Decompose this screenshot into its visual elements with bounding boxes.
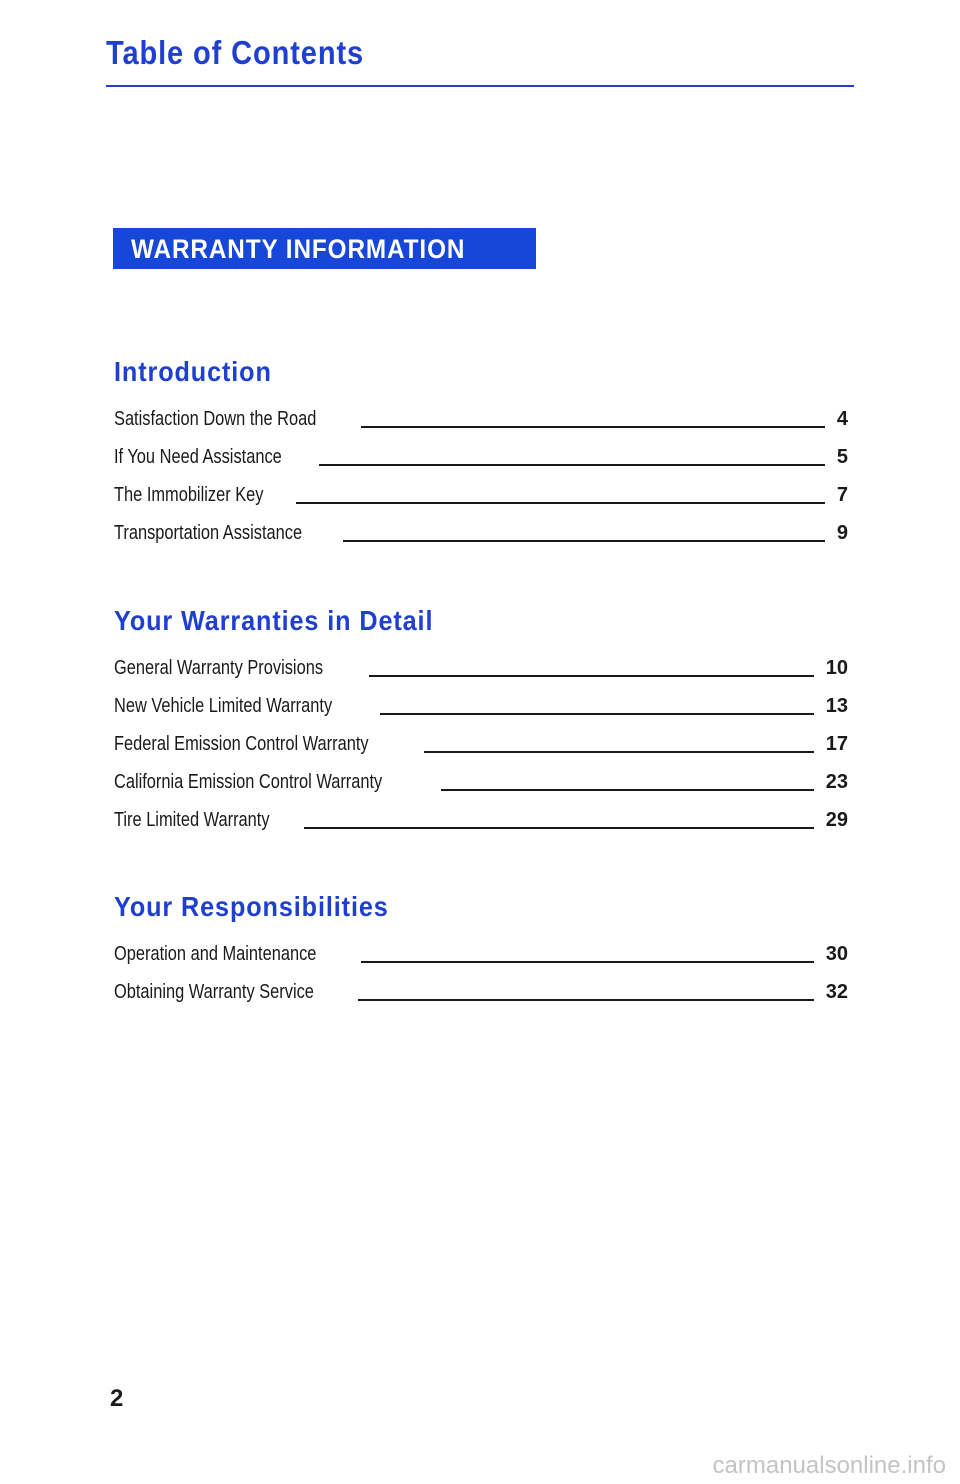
toc-entry-label: Tire Limited Warranty <box>114 809 270 831</box>
toc-entry-label: If You Need Assistance <box>114 446 282 468</box>
section-heading: Your Warranties in Detail <box>114 605 434 636</box>
toc-entry-label: Obtaining Warranty Service <box>114 981 314 1003</box>
toc-leader-line <box>343 540 825 542</box>
toc-entry-page: 29 <box>825 809 848 831</box>
toc-entry-page: 7 <box>836 484 848 506</box>
toc-leader-line <box>441 789 814 791</box>
toc-entry[interactable] <box>114 719 848 757</box>
banner-label: WARRANTY INFORMATION <box>131 234 466 264</box>
toc-entry[interactable] <box>114 470 848 508</box>
toc-entry-label: General Warranty Provisions <box>114 657 324 679</box>
toc-entry-label: California Emission Control Warranty <box>114 771 383 793</box>
toc-entry-page: 13 <box>825 695 848 717</box>
toc-leader-line <box>369 675 814 677</box>
toc-entry-page: 4 <box>836 408 848 430</box>
toc-leader-line <box>358 999 814 1001</box>
toc-entry[interactable] <box>114 643 848 681</box>
watermark-text: carmanualsonline.info <box>712 1452 946 1479</box>
toc-leader-line <box>361 426 825 428</box>
section-introduction <box>114 352 848 546</box>
toc-entry-page: 17 <box>825 733 848 755</box>
toc-leader-line <box>424 751 813 753</box>
toc-list <box>114 929 848 1005</box>
toc-entry-page: 9 <box>836 522 848 544</box>
section-heading: Your Responsibilities <box>114 891 389 922</box>
toc-leader-line <box>380 713 814 715</box>
toc-leader-line <box>361 961 814 963</box>
toc-list <box>114 643 848 833</box>
toc-entry-label: Transportation Assistance <box>114 522 303 544</box>
title-divider <box>106 85 854 87</box>
toc-entry[interactable] <box>114 757 848 795</box>
toc-entry-page: 10 <box>825 657 848 679</box>
toc-entry[interactable] <box>114 929 848 967</box>
section-your-responsibilities <box>114 887 848 1005</box>
section-your-warranties-in-detail <box>114 601 848 833</box>
toc-entry[interactable] <box>114 432 848 470</box>
toc-entry-label: Federal Emission Control Warranty <box>114 733 369 755</box>
section-heading: Introduction <box>114 356 272 387</box>
toc-entry[interactable] <box>114 967 848 1005</box>
toc-list <box>114 394 848 546</box>
page-number: 2 <box>110 1385 124 1412</box>
toc-entry-page: 32 <box>825 981 848 1003</box>
toc-entry-label: The Immobilizer Key <box>114 484 264 506</box>
toc-entry-label: New Vehicle Limited Warranty <box>114 695 333 717</box>
toc-leader-line <box>296 502 825 504</box>
toc-entry-page: 5 <box>836 446 848 468</box>
toc-entry-page: 23 <box>825 771 848 793</box>
toc-entry-page: 30 <box>825 943 848 965</box>
toc-entry[interactable] <box>114 681 848 719</box>
warranty-information-banner <box>113 228 536 269</box>
toc-entry-label: Satisfaction Down the Road <box>114 408 317 430</box>
toc-entry[interactable] <box>114 795 848 833</box>
toc-leader-line <box>319 464 825 466</box>
toc-entry[interactable] <box>114 508 848 546</box>
toc-entry[interactable] <box>114 394 848 432</box>
page-title: Table of Contents <box>106 34 365 71</box>
toc-leader-line <box>304 827 814 829</box>
toc-entry-label: Operation and Maintenance <box>114 943 317 965</box>
